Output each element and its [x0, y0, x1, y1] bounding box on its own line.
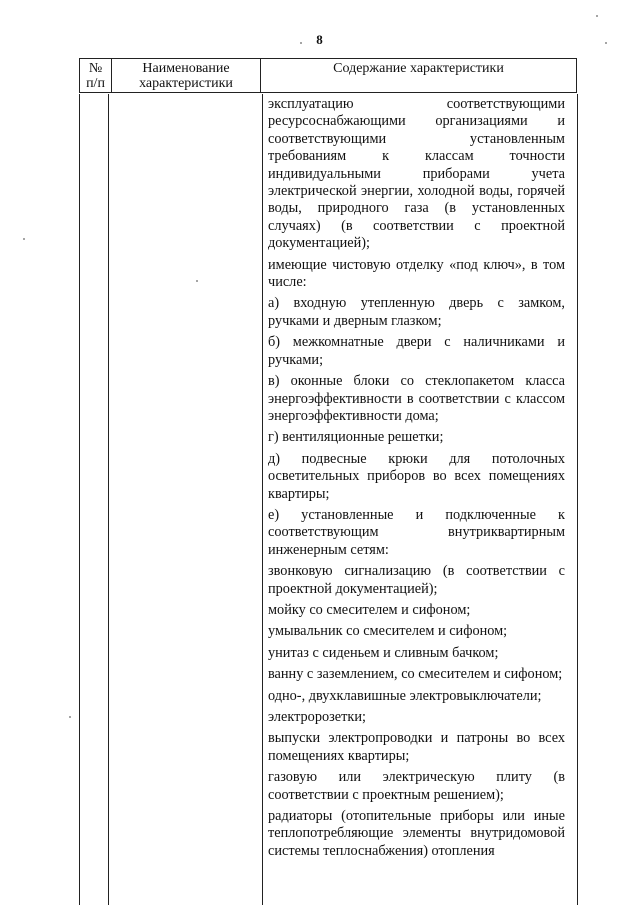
- content-paragraph: мойку со смесителем и сифоном;: [268, 601, 471, 618]
- content-paragraph: газовую или электрическую плиту (в соответствии с проектным решением);: [268, 769, 565, 803]
- header-col-name-line1: Наименование: [142, 61, 230, 76]
- content-paragraph: ванну с заземлением, со смесителем и сифоном;: [268, 666, 563, 683]
- content-paragraph: электророзетки;: [268, 709, 366, 725]
- content-paragraph: умывальник со смесителем и сифоном;: [268, 623, 508, 640]
- column-border-right: [577, 94, 578, 905]
- header-col-content: Содержание характеристики: [261, 59, 577, 93]
- header-col-number-line2: п/п: [86, 76, 105, 91]
- header-col-number: [80, 59, 112, 93]
- header-col-number-line1: №: [88, 61, 103, 76]
- header-col-name-line2: характеристики: [139, 76, 233, 91]
- content-paragraph: эксплуатацию соответствующими ресурсоснабжающими организациями и соответствующими установленным требованиям к классам точности индивидуальными приборами учета электрической энергии, холодной воды, горячей воды, природного газа (в установленных случаях) (в соответствии с проектной документацией);: [268, 96, 565, 252]
- characteristics-content: [268, 96, 565, 864]
- content-paragraph: одно-, двухклавишные электровыключатели;: [268, 687, 542, 704]
- header-col-name: [112, 59, 261, 93]
- content-paragraph: унитаз с сиденьем и сливным бачком;: [268, 644, 499, 661]
- table-header: [79, 58, 577, 93]
- content-paragraph: е) установленные и подключенные к соответствующим внутриквартирным инженерным сетям:: [268, 506, 565, 558]
- scan-speck: [596, 15, 598, 17]
- scan-speck: [300, 42, 302, 44]
- scan-speck: [69, 716, 71, 718]
- scan-speck: [196, 280, 198, 282]
- scan-speck: [605, 42, 607, 44]
- page-number: 8: [316, 32, 323, 47]
- content-paragraph: а) входную утепленную дверь с замком, ручками и дверным глазком;: [268, 295, 565, 329]
- content-paragraph: радиаторы (отопительные приборы или иные теплопотребляющие элементы внутридомовой системы теплоснабжения) отопления: [268, 808, 565, 859]
- scan-speck: [23, 238, 25, 240]
- column-border-1: [108, 94, 109, 905]
- content-paragraph: в) оконные блоки со стеклопакетом класса энергоэффективности в соответствии с классом энергоэффективности дома;: [268, 373, 565, 424]
- content-paragraph: звонковую сигнализацию (в соответствии с проектной документацией);: [268, 563, 565, 597]
- column-border-2: [262, 94, 263, 905]
- content-paragraph: г) вентиляционные решетки;: [268, 429, 444, 446]
- content-paragraph: имеющие чистовую отделку «под ключ», в том числе:: [268, 256, 565, 291]
- content-paragraph: выпуски электропроводки и патроны во всех помещениях квартиры;: [268, 730, 565, 764]
- content-paragraph: д) подвесные крюки для потолочных осветительных приборов во всех помещениях квартиры;: [268, 450, 565, 502]
- column-border-left: [79, 94, 80, 905]
- content-paragraph: б) межкомнатные двери с наличниками и ручками;: [268, 334, 565, 368]
